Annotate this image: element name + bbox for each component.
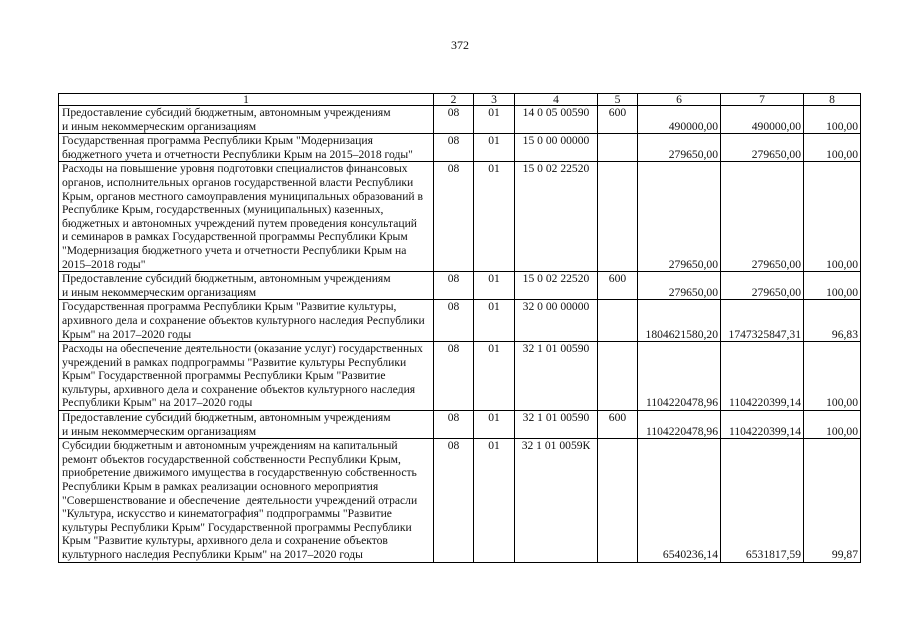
description-line: Расходы на повышение уровня подготовки специалистов финансовых [62,162,408,176]
cell-col-6: 279650,00 [638,134,721,162]
cell-col-8: 100,00 [804,134,861,162]
table-row [59,134,861,162]
cell-col-2: 08 [434,106,474,134]
cell-col-3: 01 [474,272,515,300]
cell-col-7: 279650,00 [721,134,804,162]
cell-col-5 [598,300,638,342]
cell-col-4: 14 0 05 00590 [515,106,598,134]
cell-col-7: 490000,00 [721,106,804,134]
cell-col-2: 08 [434,300,474,342]
header-col-2: 2 [434,94,474,106]
cell-col-7: 279650,00 [721,272,804,300]
cell-col-2: 08 [434,162,474,272]
cell-col-2: 08 [434,342,474,411]
description-line: Крым" Государственной программы Республики Крым "Развитие [62,369,386,383]
cell-col-4: 15 0 02 22520 [515,162,598,272]
header-col-5: 5 [598,94,638,106]
cell-col-8: 100,00 [804,106,861,134]
table-row [59,439,861,562]
description-line: Республике Крым, государственных (муниципальных) казенных, [62,203,384,217]
header-col-3: 3 [474,94,515,106]
cell-col-8: 100,00 [804,411,861,439]
header-col-6: 6 [638,94,721,106]
description-line: Государственная программа Республики Крым "Развитие культуры, [62,300,397,314]
cell-col-2: 08 [434,272,474,300]
cell-col-4: 32 1 01 00590 [515,342,598,411]
cell-col-6: 6540236,14 [638,439,721,562]
cell-col-7: 6531817,59 [721,439,804,562]
cell-col-7: 1104220399,14 [721,342,804,411]
header-col-8: 8 [804,94,861,106]
description-line: Предоставление субсидий бюджетным, автономным учреждениям [62,272,391,286]
cell-col-3: 01 [474,162,515,272]
cell-col-5 [598,342,638,411]
table-header-row [59,94,861,106]
table-row [59,342,861,411]
cell-col-3: 01 [474,134,515,162]
cell-col-4: 32 0 00 00000 [515,300,598,342]
table-row [59,106,861,134]
cell-col-6: 279650,00 [638,272,721,300]
cell-col-6: 490000,00 [638,106,721,134]
table-row [59,411,861,439]
cell-col-4: 15 0 02 22520 [515,272,598,300]
description-line: Субсидии бюджетным и автономным учреждениям на капитальный [62,439,398,453]
cell-col-4: 32 1 01 0059К [515,439,598,562]
cell-col-2: 08 [434,439,474,562]
cell-col-5: 600 [598,106,638,134]
description-cell [59,272,434,300]
cell-col-8: 96,83 [804,300,861,342]
cell-col-5: 600 [598,411,638,439]
description-line: Государственная программа Республики Крым "Модернизация [62,134,373,148]
description-line: Расходы на обеспечение деятельности (оказание услуг) государственных [62,342,423,356]
table-body [59,94,861,563]
description-cell [59,162,434,272]
description-line: "Модернизация бюджетного учета и отчетности Республики Крым на [62,243,407,257]
cell-col-2: 08 [434,134,474,162]
cell-col-4: 15 0 00 00000 [515,134,598,162]
cell-col-8: 100,00 [804,272,861,300]
cell-col-8: 100,00 [804,342,861,411]
cell-col-3: 01 [474,439,515,562]
description-line: 2015–2018 годы" [62,257,146,271]
description-cell [59,106,434,134]
description-line: культуры Республики Крым" Государственной программы Республики [62,520,412,534]
header-col-1: 1 [59,94,434,106]
description-line: Республики Крым" на 2017–2020 годы [62,396,253,410]
budget-table [58,93,861,563]
cell-col-6: 1804621580,20 [638,300,721,342]
description-line: бюджетного учета и отчетности Республики Крым на 2015–2018 годы" [62,147,413,161]
cell-col-4: 32 1 01 00590 [515,411,598,439]
description-cell [59,134,434,162]
description-line: и семинаров в рамках Государственной программы Республики Крым [62,230,408,244]
cell-col-8: 100,00 [804,162,861,272]
cell-col-5 [598,134,638,162]
description-line: и иным некоммерческим организациям [62,285,257,299]
description-line: "Культура, искусство и кинематография" подпрограммы "Развитие [62,507,392,521]
description-line: учреждений в рамках подпрограммы "Развитие культуры Республики [62,355,407,369]
description-cell [59,439,434,562]
cell-col-6: 279650,00 [638,162,721,272]
description-line: культурного наследия Республики Крым" на 2017–2020 годы [62,548,363,561]
description-line: и иным некоммерческим организациям [62,424,257,438]
description-line: органов, исполнительных органов государственной власти Республики [62,175,414,189]
cell-col-7: 1747325847,31 [721,300,804,342]
description-line: ремонт объектов государственной собственности Республики Крым, [62,452,401,466]
description-line: и иным некоммерческим организациям [62,119,257,133]
header-col-4: 4 [515,94,598,106]
cell-col-6: 1104220478,96 [638,342,721,411]
description-line: Крым, органов местного самоуправления муниципальных образований в [62,189,423,203]
cell-col-6: 1104220478,96 [638,411,721,439]
cell-col-3: 01 [474,300,515,342]
cell-col-7: 1104220399,14 [721,411,804,439]
description-line: культуры, архивного дела и сохранение объектов культурного наследия [62,382,416,396]
cell-col-8: 99,87 [804,439,861,562]
description-line: "Совершенствование и обеспечение деятельности учреждений отрасли [62,493,418,507]
page-number: 372 [451,38,469,52]
description-line: Республики Крым в рамках реализации основного мероприятия [62,480,379,494]
cell-col-5 [598,439,638,562]
cell-col-2: 08 [434,411,474,439]
cell-col-5 [598,162,638,272]
cell-col-7: 279650,00 [721,162,804,272]
cell-col-3: 01 [474,411,515,439]
table-row [59,162,861,272]
description-cell [59,342,434,411]
description-line: Предоставление субсидий бюджетным, автономным учреждениям [62,411,391,425]
table-row [59,272,861,300]
description-line: бюджетных и автономных учреждений путем проведения консультаций [62,216,417,230]
header-col-7: 7 [721,94,804,106]
cell-col-5: 600 [598,272,638,300]
description-line: Крым" на 2017–2020 годы [62,327,192,341]
table-row [59,300,861,342]
description-line: Крым "Развитие культуры, архивного дела и сохранение объектов [62,534,388,548]
cell-col-3: 01 [474,106,515,134]
description-cell [59,411,434,439]
description-line: Предоставление субсидий бюджетным, автономным учреждениям [62,106,391,119]
description-cell [59,300,434,342]
description-line: архивного дела и сохранение объектов культурного наследия Республики [62,313,425,327]
cell-col-3: 01 [474,342,515,411]
description-line: приобретение движимого имущества в государственную собственность [62,466,417,480]
